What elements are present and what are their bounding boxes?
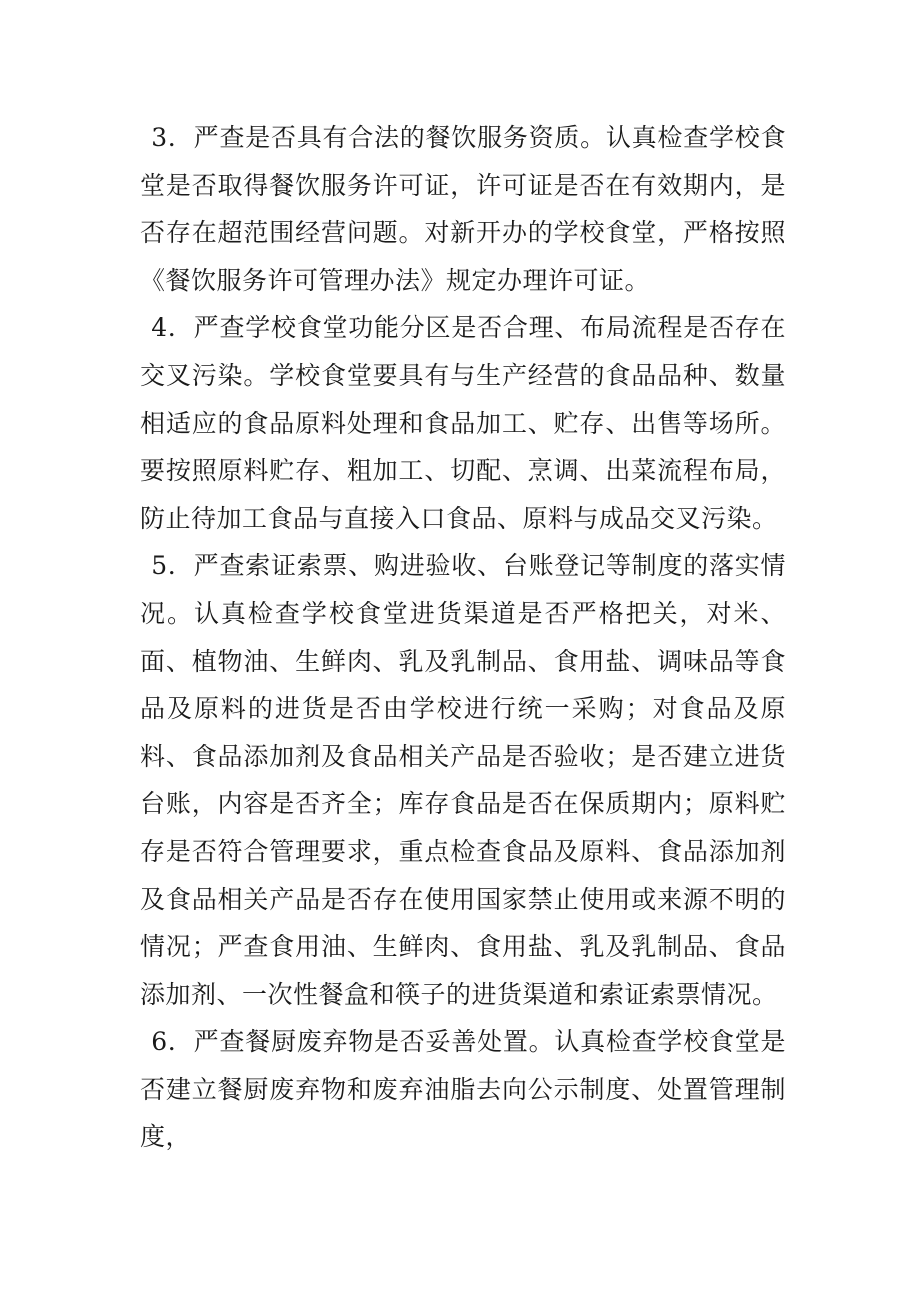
paragraph-item-4: 4．严查学校食堂功能分区是否合理、布局流程是否存在交叉污染。学校食堂要具有与生产经营的食品品种、数量相适应的食品原料处理和食品加工、贮存、出售等场所。要按照原料贮存、粗加工、切配、烹调、出菜流程布局，防止待加工食品与直接入口食品、原料与成品交叉污染。 <box>140 313 786 533</box>
paragraph-item-3: 3．严查是否具有合法的餐饮服务资质。认真检查学校食堂是否取得餐饮服务许可证，许可证是否在有效期内，是否存在超范围经营问题。对新开办的学校食堂，严格按照《餐饮服务许可管理办法》规定办理许可证。 <box>140 123 786 295</box>
document-body <box>140 114 786 1161</box>
paragraph-item-5: 5．严查索证索票、购进验收、台账登记等制度的落实情况。认真检查学校食堂进货渠道是否严格把关，对米、面、植物油、生鲜肉、乳及乳制品、食用盐、调味品等食品及原料的进货是否由学校进行统一采购；对食品及原料、食品添加剂及食品相关产品是否验收；是否建立进货台账，内容是否齐全；库存食品是否在保质期内；原料贮存是否符合管理要求，重点检查食品及原料、食品添加剂及食品相关产品是否存在使用国家禁止使用或来源不明的情况；严查食用油、生鲜肉、食用盐、乳及乳制品、食品添加剂、一次性餐盒和筷子的进货渠道和索证索票情况。 <box>140 551 786 1009</box>
paragraph-item-6: 6．严查餐厨废弃物是否妥善处置。认真检查学校食堂是否建立餐厨废弃物和废弃油脂去向公示制度、处置管理制度， <box>140 1027 786 1152</box>
